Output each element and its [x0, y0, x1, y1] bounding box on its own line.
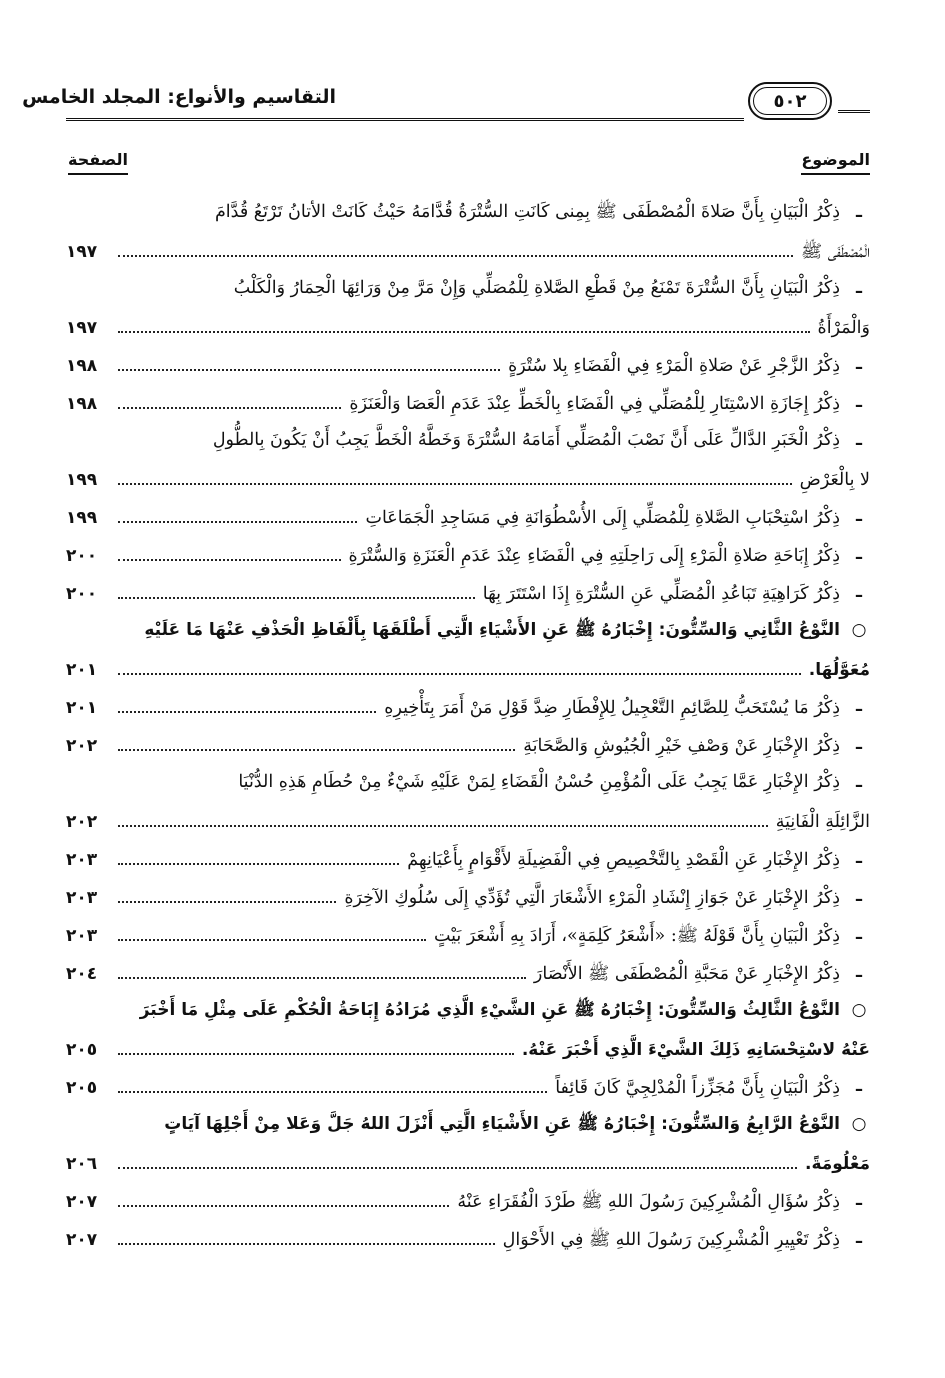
entry-text: ذِكْرُ إِجَازَةِ الاسْتِتَارِ لِلْمُصَلِّي فِي الْفَضَاءِ بِالْخَطِّ عِنْدَ عَدَمِ الْعَصَا وَالْعَنَزَةِ	[349, 394, 840, 414]
entry-leader-line	[66, 307, 870, 345]
entry-page-number: ٢٠٧	[66, 1230, 98, 1250]
dash-bullet-icon: ـ	[856, 506, 862, 526]
entry-leader-line	[66, 497, 870, 535]
dot-leader	[118, 573, 475, 599]
header-rule-right	[838, 110, 870, 116]
dash-bullet-icon: ـ	[856, 1076, 862, 1096]
entry-leader-line	[66, 1143, 870, 1181]
running-title: التقاسيم والأنواع: المجلد الخامس	[22, 86, 336, 108]
entry-leader-line	[66, 649, 870, 687]
entry-text-first-line: النَّوْعُ الثَّانِي وَالسِّتُّونَ: إِخْبَارُهُ ﷺ عَنِ الأَشْيَاءِ الَّتِي أَطْلَقَهَا بِأَلْفَاظِ الْحَذْفِ عَنْهَا مَا عَلَيْهِ	[144, 620, 840, 640]
entry-leader-line	[66, 725, 870, 763]
page-number-frame	[748, 82, 832, 120]
entry-page-number: ٢٠٤	[66, 964, 98, 984]
entry-text: ذِكْرُ الزَّجْرِ عَنْ صَلاةِ الْمَرْءِ فِي الْفَضَاءِ بِلا سُتْرَةٍ	[508, 356, 840, 376]
toc-entry	[66, 1181, 870, 1219]
entry-text: ذِكْرُ الإِخْبَارِ عَنْ مَحَبَّةِ الْمُصْطَفَى ﷺ الأَنْصَارَ	[533, 964, 840, 984]
entry-leader-line	[66, 459, 870, 497]
entry-text-first-line: ذِكْرُ الْبَيَانِ بِأَنَّ صَلاةَ الْمُصْطَفَى ﷺ بِمِنى كَانَتِ السُّتْرَةُ قُدَّامَهُ حَيْثُ كَانَتْ الأتانُ تَرْتَعُ قُدَّامَ	[214, 202, 840, 222]
entry-text: ذِكْرُ الإِخْبَارِ عَنْ وَصْفِ خَيْرِ الْجُيُوشِ وَالصَّحَابَةِ	[523, 736, 840, 756]
dot-leader	[118, 915, 426, 941]
toc-entry	[66, 421, 870, 497]
dash-bullet-icon: ـ	[856, 1228, 862, 1248]
entry-text: الْمُصْطَفَى ﷺ	[801, 242, 870, 262]
entry-leader-line	[66, 687, 870, 725]
entry-leader-line	[66, 1181, 870, 1219]
dash-bullet-icon: ـ	[856, 696, 862, 716]
entry-page-number: ٢٠٥	[66, 1078, 98, 1098]
dash-bullet-icon: ـ	[856, 278, 862, 298]
entry-text: مَعْلُومَةً.	[804, 1154, 870, 1174]
dot-leader	[118, 497, 357, 523]
column-labels	[66, 150, 870, 182]
toc-section-heading	[66, 611, 870, 687]
toc-entry	[66, 535, 870, 573]
entry-page-number: ٢٠٦	[66, 1154, 98, 1174]
toc-entry	[66, 193, 870, 269]
toc-entry	[66, 1219, 870, 1257]
dash-bullet-icon: ـ	[856, 1190, 862, 1210]
dot-leader	[118, 877, 336, 903]
toc-entry	[66, 345, 870, 383]
page-header	[22, 80, 870, 128]
dot-leader	[118, 1067, 547, 1093]
entry-text: ذِكْرُ الإِخْبَارِ عَنْ جَوَازِ إِنْشَادِ الْمَرْءِ الأَشْعَارَ الَّتِي تُؤَدِّي إِلَى سُلُوكِ الآخِرَةِ	[344, 888, 840, 908]
entry-text: ذِكْرُ الْبَيَانِ بِأَنَّ مُجَزِّزاً الْمُدْلِجِيَّ كَانَ قَائِفاً	[555, 1078, 840, 1098]
entry-text: مُعَوَّلُهَا.	[808, 660, 870, 680]
entry-leader-line	[66, 345, 870, 383]
entry-leader-line	[66, 801, 870, 839]
entry-page-number: ١٩٨	[66, 394, 98, 414]
entry-text-first-line: ذِكْرُ الْخَبَرِ الدَّالِّ عَلَى أَنَّ نَصْبَ الْمُصَلِّي أَمَامَهُ السُّتْرَةَ وَخَطَّهُ الْخَطَّ يَجِبُ أَنْ يَكُونَ بِالطُّولِ	[212, 430, 840, 450]
dash-bullet-icon: ـ	[856, 848, 862, 868]
entry-leader-line	[66, 1029, 870, 1067]
dash-bullet-icon: ـ	[856, 202, 862, 222]
entry-page-number: ١٩٨	[66, 356, 98, 376]
entry-text: ذِكْرُ كَرَاهِيَةِ تَبَاعُدِ الْمُصَلِّي عَنِ السُّتْرَةِ إِذَا اسْتَتَرَ بِهَا	[482, 584, 840, 604]
dot-leader	[118, 1181, 449, 1207]
dash-bullet-icon: ـ	[856, 924, 862, 944]
dot-leader	[118, 839, 399, 865]
header-rule-left	[66, 118, 744, 124]
dot-leader	[118, 1143, 797, 1169]
dot-leader	[118, 725, 515, 751]
toc-entry	[66, 915, 870, 953]
entry-leader-line	[66, 383, 870, 421]
entry-text: ذِكْرُ تَعْيِيرِ الْمُشْرِكِينَ رَسُولَ اللهِ ﷺ فِي الأَحْوَالِ	[502, 1230, 840, 1250]
entry-leader-line	[66, 231, 870, 269]
entry-text: ذِكْرُ اسْتِحْبَابِ الصَّلاةِ لِلْمُصَلِّي إِلَى الأُسْطُوَانَةِ فِي مَسَاجِدِ الْجَمَاعَاتِ	[365, 508, 840, 528]
entry-text: وَالْمَرْأَةُ	[817, 318, 870, 338]
dot-leader	[118, 535, 341, 561]
dot-leader	[118, 953, 526, 979]
entry-page-number: ٢٠٠	[66, 584, 98, 604]
toc-entry	[66, 725, 870, 763]
entry-text-first-line: ذِكْرُ الْبَيَانِ بِأَنَّ السُّتْرَةَ تَمْنَعُ مِنْ قَطْعِ الصَّلاةِ لِلْمُصَلِّي وَإِنْ مَرَّ مِنْ وَرَائِهَا الْحِمَارُ وَالْكَلْبُ	[233, 278, 840, 298]
entry-leader-line	[66, 1219, 870, 1257]
dot-leader	[118, 687, 376, 713]
dash-bullet-icon: ـ	[856, 962, 862, 982]
entry-leader-line	[66, 1067, 870, 1105]
entry-page-number: ٢٠٠	[66, 546, 98, 566]
entry-page-number: ١٩٩	[66, 508, 98, 528]
entry-page-number: ٢٠٢	[66, 736, 98, 756]
circle-bullet-icon: ○	[851, 620, 867, 640]
entry-page-number: ٢٠٣	[66, 850, 98, 870]
dot-leader	[118, 801, 768, 827]
entry-text: ذِكْرُ مَا يُسْتَحَبُّ لِلصَّائِمِ التَّعْجِيلُ لِلإِفْطَارِ ضِدَّ قَوْلِ مَنْ أَمَرَ بِتَأْخِيرِهِ	[384, 698, 840, 718]
entry-leader-line	[66, 573, 870, 611]
entry-text: ذِكْرُ الْبَيَانِ بِأَنَّ قَوْلَهُ ﷺ: «أَشْعَرُ كَلِمَةٍ»، أَرَادَ بِهِ أَشْعَرَ بَيْتٍ	[433, 926, 840, 946]
entry-page-number: ٢٠٧	[66, 1192, 98, 1212]
dash-bullet-icon: ـ	[856, 392, 862, 412]
toc-entries	[66, 193, 870, 1257]
toc-entry	[66, 953, 870, 991]
toc-section-heading	[66, 1105, 870, 1181]
dash-bullet-icon: ـ	[856, 886, 862, 906]
dot-leader	[118, 1219, 495, 1245]
dot-leader	[118, 307, 810, 333]
circle-bullet-icon: ○	[851, 1114, 867, 1134]
dash-bullet-icon: ـ	[856, 430, 862, 450]
entry-leader-line	[66, 953, 870, 991]
dot-leader	[118, 383, 341, 409]
toc-entry	[66, 383, 870, 421]
entry-leader-line	[66, 915, 870, 953]
entry-text: لا بِالْعَرْضِ	[799, 470, 870, 490]
entry-text: الزَّائِلَةِ الْفَانِيَةِ	[775, 812, 870, 832]
toc-entry	[66, 497, 870, 535]
dot-leader	[118, 231, 793, 257]
toc-entry	[66, 269, 870, 345]
toc-section-heading	[66, 991, 870, 1067]
dash-bullet-icon: ـ	[856, 544, 862, 564]
toc-entry	[66, 687, 870, 725]
entry-text-first-line: النَّوْعُ الثَّالِثُ وَالسِّتُّونَ: إِخْبَارُهُ ﷺ عَنِ الشَّيْءِ الَّذِي مُرَادُهُ إِبَاحَةُ الْحُكْمِ عَلَى مِثْلِ مَا أَخْبَرَ	[139, 1000, 840, 1020]
dash-bullet-icon: ـ	[856, 772, 862, 792]
toc-entry	[66, 763, 870, 839]
entry-page-number: ١٩٧	[66, 242, 98, 262]
dot-leader	[118, 649, 801, 675]
dot-leader	[118, 459, 792, 485]
entry-page-number: ١٩٩	[66, 470, 98, 490]
entry-leader-line	[66, 877, 870, 915]
toc-entry	[66, 1067, 870, 1105]
toc-entry	[66, 877, 870, 915]
topic-column-label: الموضوع	[801, 150, 870, 175]
page-number: ٥٠٢	[753, 87, 827, 115]
page-column-label: الصفحة	[68, 150, 128, 175]
entry-leader-line	[66, 535, 870, 573]
entry-page-number: ٢٠٣	[66, 888, 98, 908]
dot-leader	[118, 345, 500, 371]
entry-text: عَنْهُ لاسْتِحْسَانِهِ ذَلِكَ الشَّيْءَ الَّذِي أَخْبَرَ عَنْهُ.	[521, 1040, 870, 1060]
dash-bullet-icon: ـ	[856, 354, 862, 374]
entry-text: ذِكْرُ الإِخْبَارِ عَنِ الْقَصْدِ بِالتَّخْصِيصِ فِي الْفَضِيلَةِ لأَقْوَامٍ بِأَعْيَانِهِمْ	[407, 850, 840, 870]
entry-text: ذِكْرُ سُؤَالِ الْمُشْرِكِينَ رَسُولَ اللهِ ﷺ طَرْدَ الْفُقَرَاءِ عَنْهُ	[457, 1192, 840, 1212]
dash-bullet-icon: ـ	[856, 734, 862, 754]
toc-entry	[66, 839, 870, 877]
entry-text: ذِكْرُ إِبَاحَةِ صَلاةِ الْمَرْءِ إِلَى رَاحِلَتِهِ فِي الْفَضَاءِ عِنْدَ عَدَمِ الْعَنَزَةِ وَالسُّتْرَةِ	[348, 546, 840, 566]
dash-bullet-icon: ـ	[856, 582, 862, 602]
entry-page-number: ٢٠١	[66, 698, 98, 718]
entry-page-number: ١٩٧	[66, 318, 98, 338]
circle-bullet-icon: ○	[851, 1000, 867, 1020]
entry-page-number: ٢٠٢	[66, 812, 98, 832]
entry-page-number: ٢٠٣	[66, 926, 98, 946]
entry-text-first-line: النَّوْعُ الرَّابِعُ وَالسِّتُّونَ: إِخْبَارُهُ ﷺ عَنِ الأَشْيَاءِ الَّتِي أَنْزَلَ اللهُ جَلَّ وَعَلا مِنْ أَجْلِهَا آيَاتٍ	[164, 1114, 840, 1134]
entry-page-number: ٢٠١	[66, 660, 98, 680]
entry-page-number: ٢٠٥	[66, 1040, 98, 1060]
entry-leader-line	[66, 839, 870, 877]
entry-text-first-line: ذِكْرُ الإِخْبَارِ عَمَّا يَجِبُ عَلَى الْمُؤْمِنِ حُسْنُ الْقَضَاءِ لِمَنْ عَلَيْهِ شَيْءٌ مِنْ حُطَامِ هَذِهِ الدُّنْيَا	[238, 772, 840, 792]
dot-leader	[118, 1029, 514, 1055]
toc-entry	[66, 573, 870, 611]
